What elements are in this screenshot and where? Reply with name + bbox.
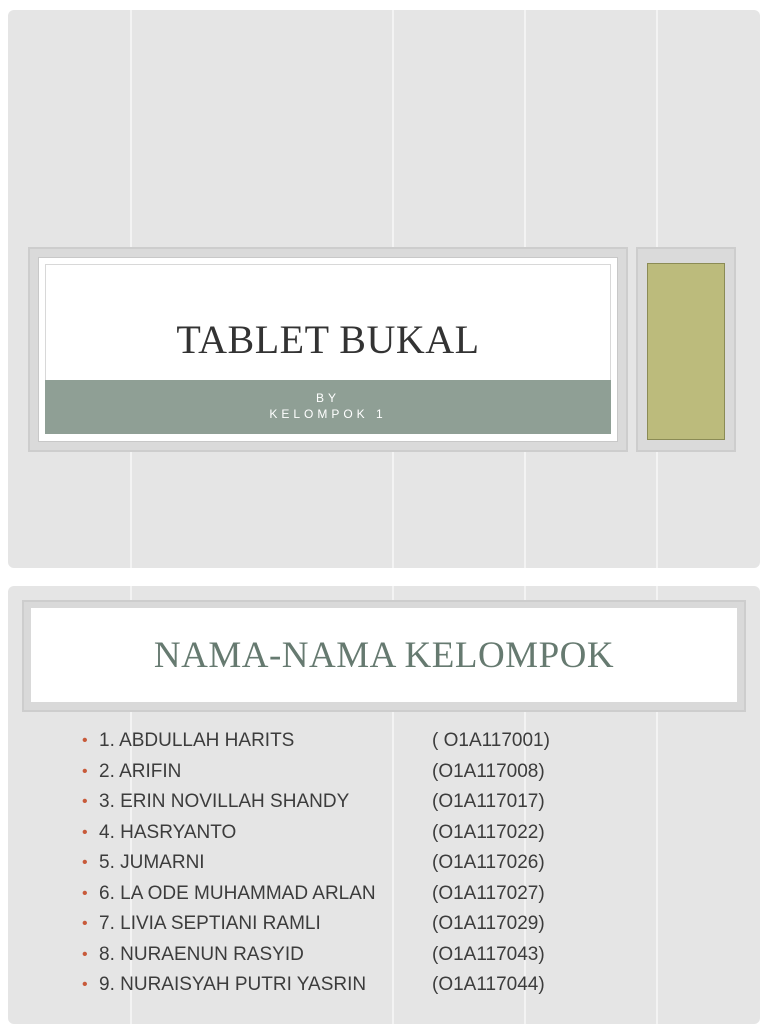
member-nim: (O1A117026) [432, 852, 545, 873]
bullet-icon: • [82, 793, 88, 810]
member-name: 7. LIVIA SEPTIANI RAMLI [99, 913, 321, 934]
bullet-icon: • [82, 976, 88, 993]
title-card [38, 257, 618, 442]
bullet-icon: • [82, 854, 88, 871]
member-name: 1. ABDULLAH HARITS [99, 730, 295, 751]
member-nim: ( O1A117001) [432, 730, 550, 751]
member-name: 9. NURAISYAH PUTRI YASRIN [99, 974, 367, 995]
accent-block [647, 263, 725, 440]
slide-heading: NAMA-NAMA KELOMPOK [153, 634, 615, 676]
bullet-icon: • [82, 945, 88, 963]
member-nim: (O1A117017) [432, 791, 545, 812]
bullet-icon: • [82, 884, 88, 902]
subtitle-band [45, 380, 611, 434]
members-slide [8, 586, 760, 1024]
bullet-icon: • [82, 732, 88, 749]
member-nim: (O1A117022) [432, 821, 545, 843]
member-nim: (O1A117008) [432, 760, 545, 782]
accent-frame [636, 247, 736, 452]
member-nim: (O1A117043) [432, 943, 545, 965]
bullet-icon: • [82, 762, 88, 780]
member-name: 8. NURAENUN RASYID [99, 943, 304, 965]
member-name: 2. ARIFIN [99, 760, 182, 782]
member-name: 4. HASRYANTO [99, 821, 237, 843]
bullet-icon: • [82, 823, 88, 841]
bullet-icon: • [82, 915, 88, 932]
heading-card [31, 608, 737, 702]
member-nim: (O1A117027) [432, 882, 545, 904]
slide-title: TABLET BUKAL [176, 317, 480, 362]
title-slide [8, 10, 760, 568]
subtitle-group: KELOMPOK 1 [269, 407, 387, 421]
subtitle-by: BY [315, 391, 340, 405]
member-name: 3. ERIN NOVILLAH SHANDY [99, 791, 350, 812]
member-name: 5. JUMARNI [99, 852, 205, 873]
member-name: 6. LA ODE MUHAMMAD ARLAN [99, 882, 376, 904]
member-nim: (O1A117029) [432, 913, 545, 934]
title-frame [28, 247, 628, 452]
member-nim: (O1A117044) [432, 974, 545, 995]
heading-frame [22, 600, 746, 712]
title-area [45, 264, 611, 381]
